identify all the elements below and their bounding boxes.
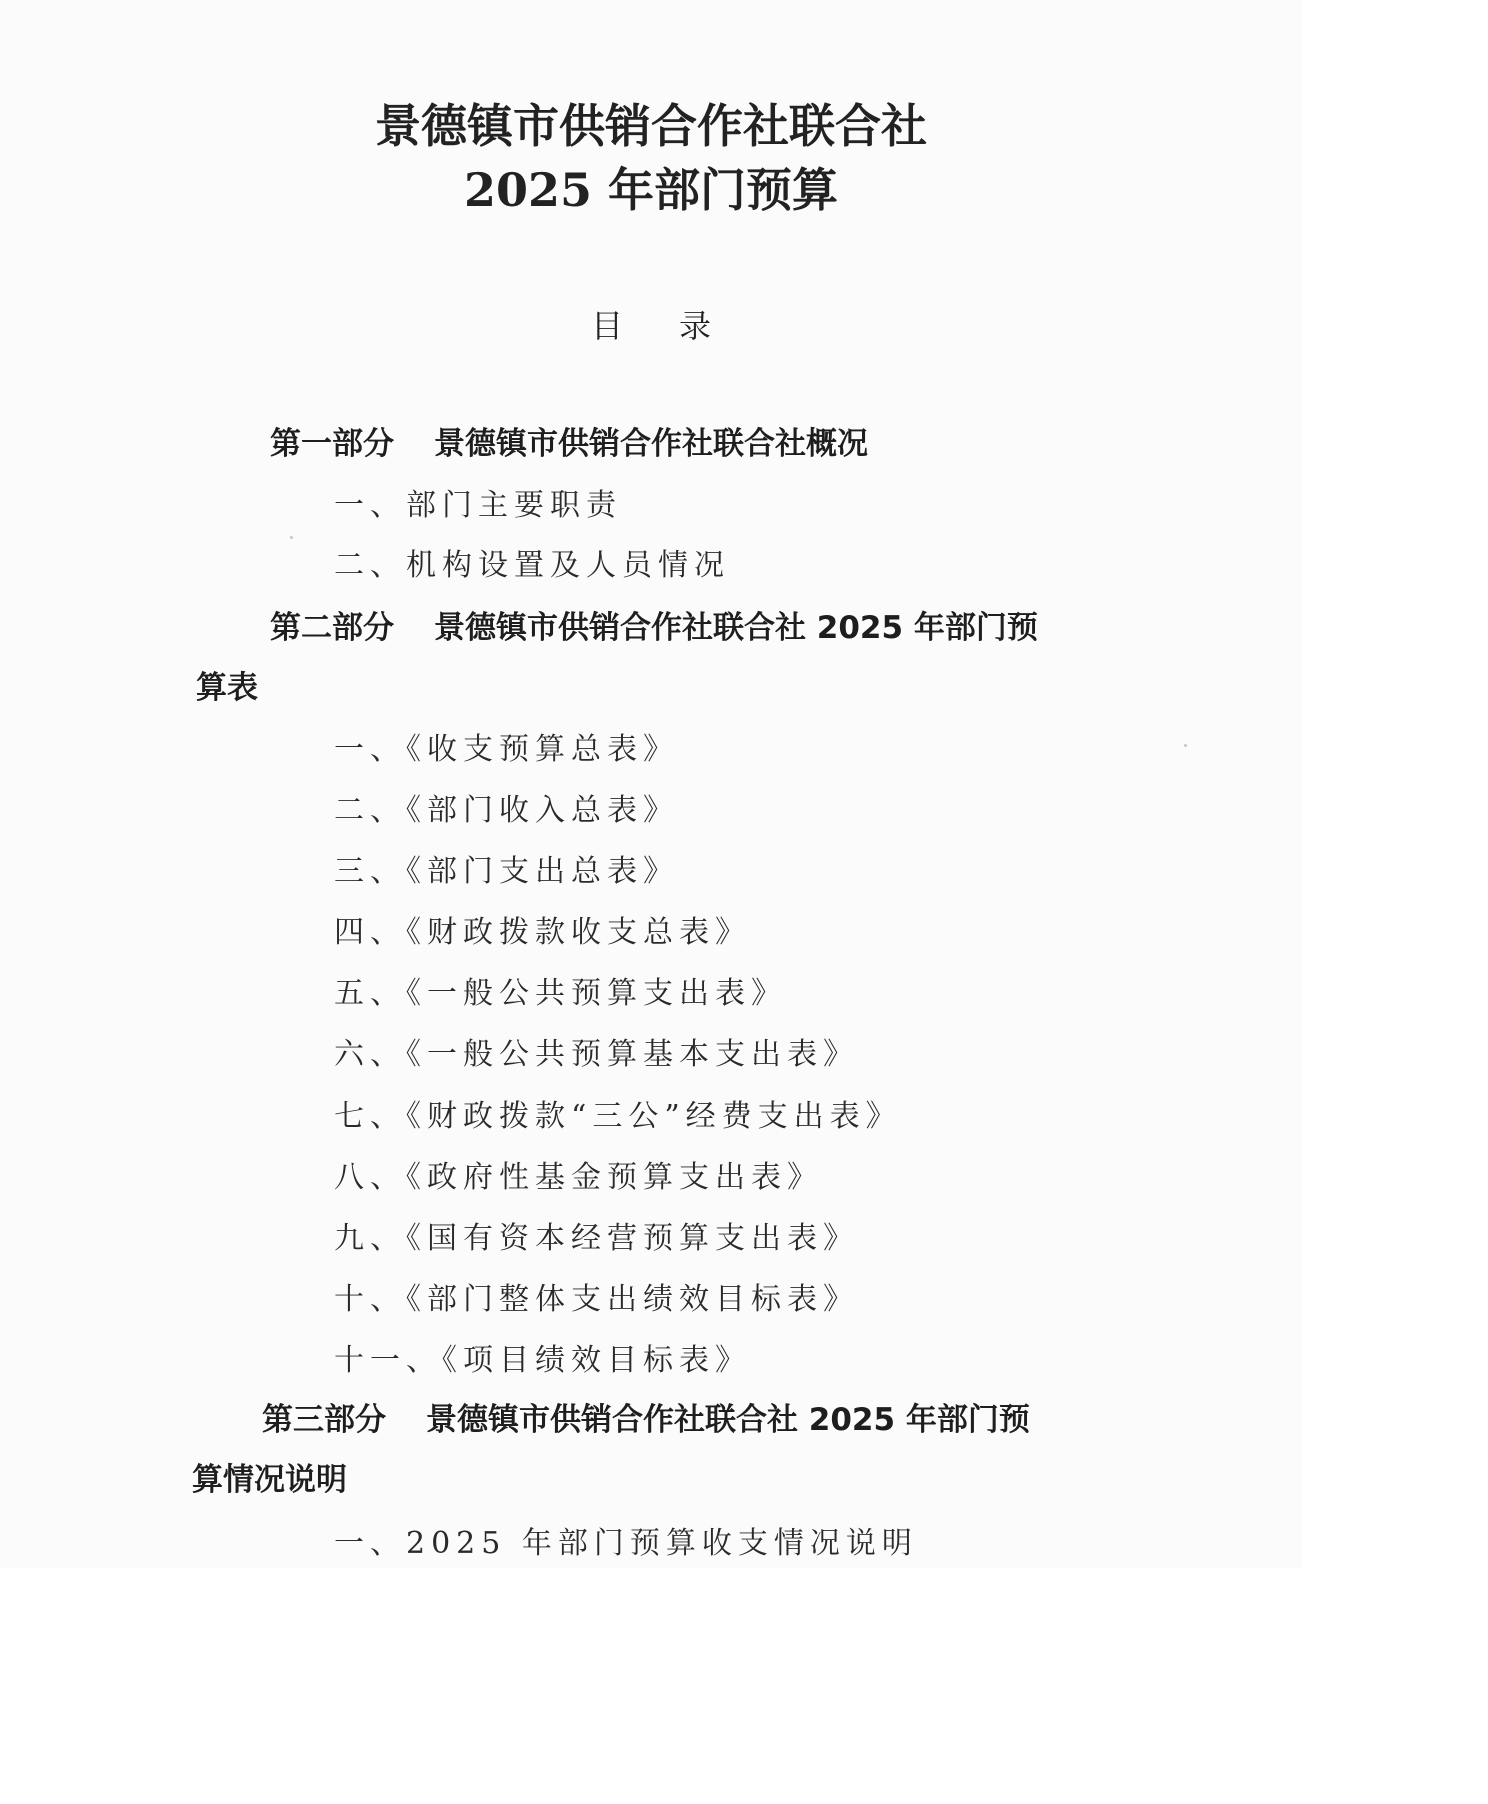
part2-item-9: 九、《国有资本经营预算支出表》 xyxy=(334,1221,859,1256)
part1-label: 第一部分 xyxy=(270,426,394,462)
part1-heading xyxy=(270,424,868,464)
part2-item-5: 五、《一般公共预算支出表》 xyxy=(334,976,787,1011)
part2-item-2: 二、《部门收入总表》 xyxy=(334,793,679,828)
part2-item-6: 六、《一般公共预算基本支出表》 xyxy=(334,1037,859,1072)
part2-item-4: 四、《财政拨款收支总表》 xyxy=(334,915,751,950)
part1-title: 景德镇市供销合作社联合社概况 xyxy=(434,426,868,462)
part1-item-2: 二、机构设置及人员情况 xyxy=(334,548,730,583)
part2-title-line2: 算表 xyxy=(196,670,258,706)
part3-item-1: 一、2025 年部门预算收支情况说明 xyxy=(334,1526,918,1561)
document-title-line2: 2025 年部门预算 xyxy=(463,163,839,217)
part3-title-line2: 算情况说明 xyxy=(192,1462,347,1498)
part2-item-1: 一、《收支预算总表》 xyxy=(334,732,679,767)
part2-label: 第二部分 xyxy=(270,610,394,646)
part2-title-line1: 景德镇市供销合作社联合社 2025 年部门预 xyxy=(434,610,1038,646)
toc-heading: 目录 xyxy=(590,307,767,345)
part2-heading xyxy=(270,608,1038,648)
part3-heading xyxy=(262,1400,1030,1440)
document-title-line1: 景德镇市供销合作社联合社 xyxy=(375,99,927,153)
part2-item-10: 十、《部门整体支出绩效目标表》 xyxy=(334,1282,859,1317)
part2-item-3: 三、《部门支出总表》 xyxy=(334,854,679,889)
part1-item-1: 一、部门主要职责 xyxy=(334,488,622,523)
part2-item-8: 八、《政府性基金预算支出表》 xyxy=(334,1160,823,1195)
part3-label: 第三部分 xyxy=(262,1402,386,1438)
scan-speck xyxy=(1184,744,1187,747)
part3-title-line1: 景德镇市供销合作社联合社 2025 年部门预 xyxy=(426,1402,1030,1438)
scan-speck xyxy=(290,536,293,539)
part2-item-11: 十一、《项目绩效目标表》 xyxy=(334,1343,751,1378)
part2-item-7: 七、《财政拨款“三公”经费支出表》 xyxy=(334,1099,902,1134)
